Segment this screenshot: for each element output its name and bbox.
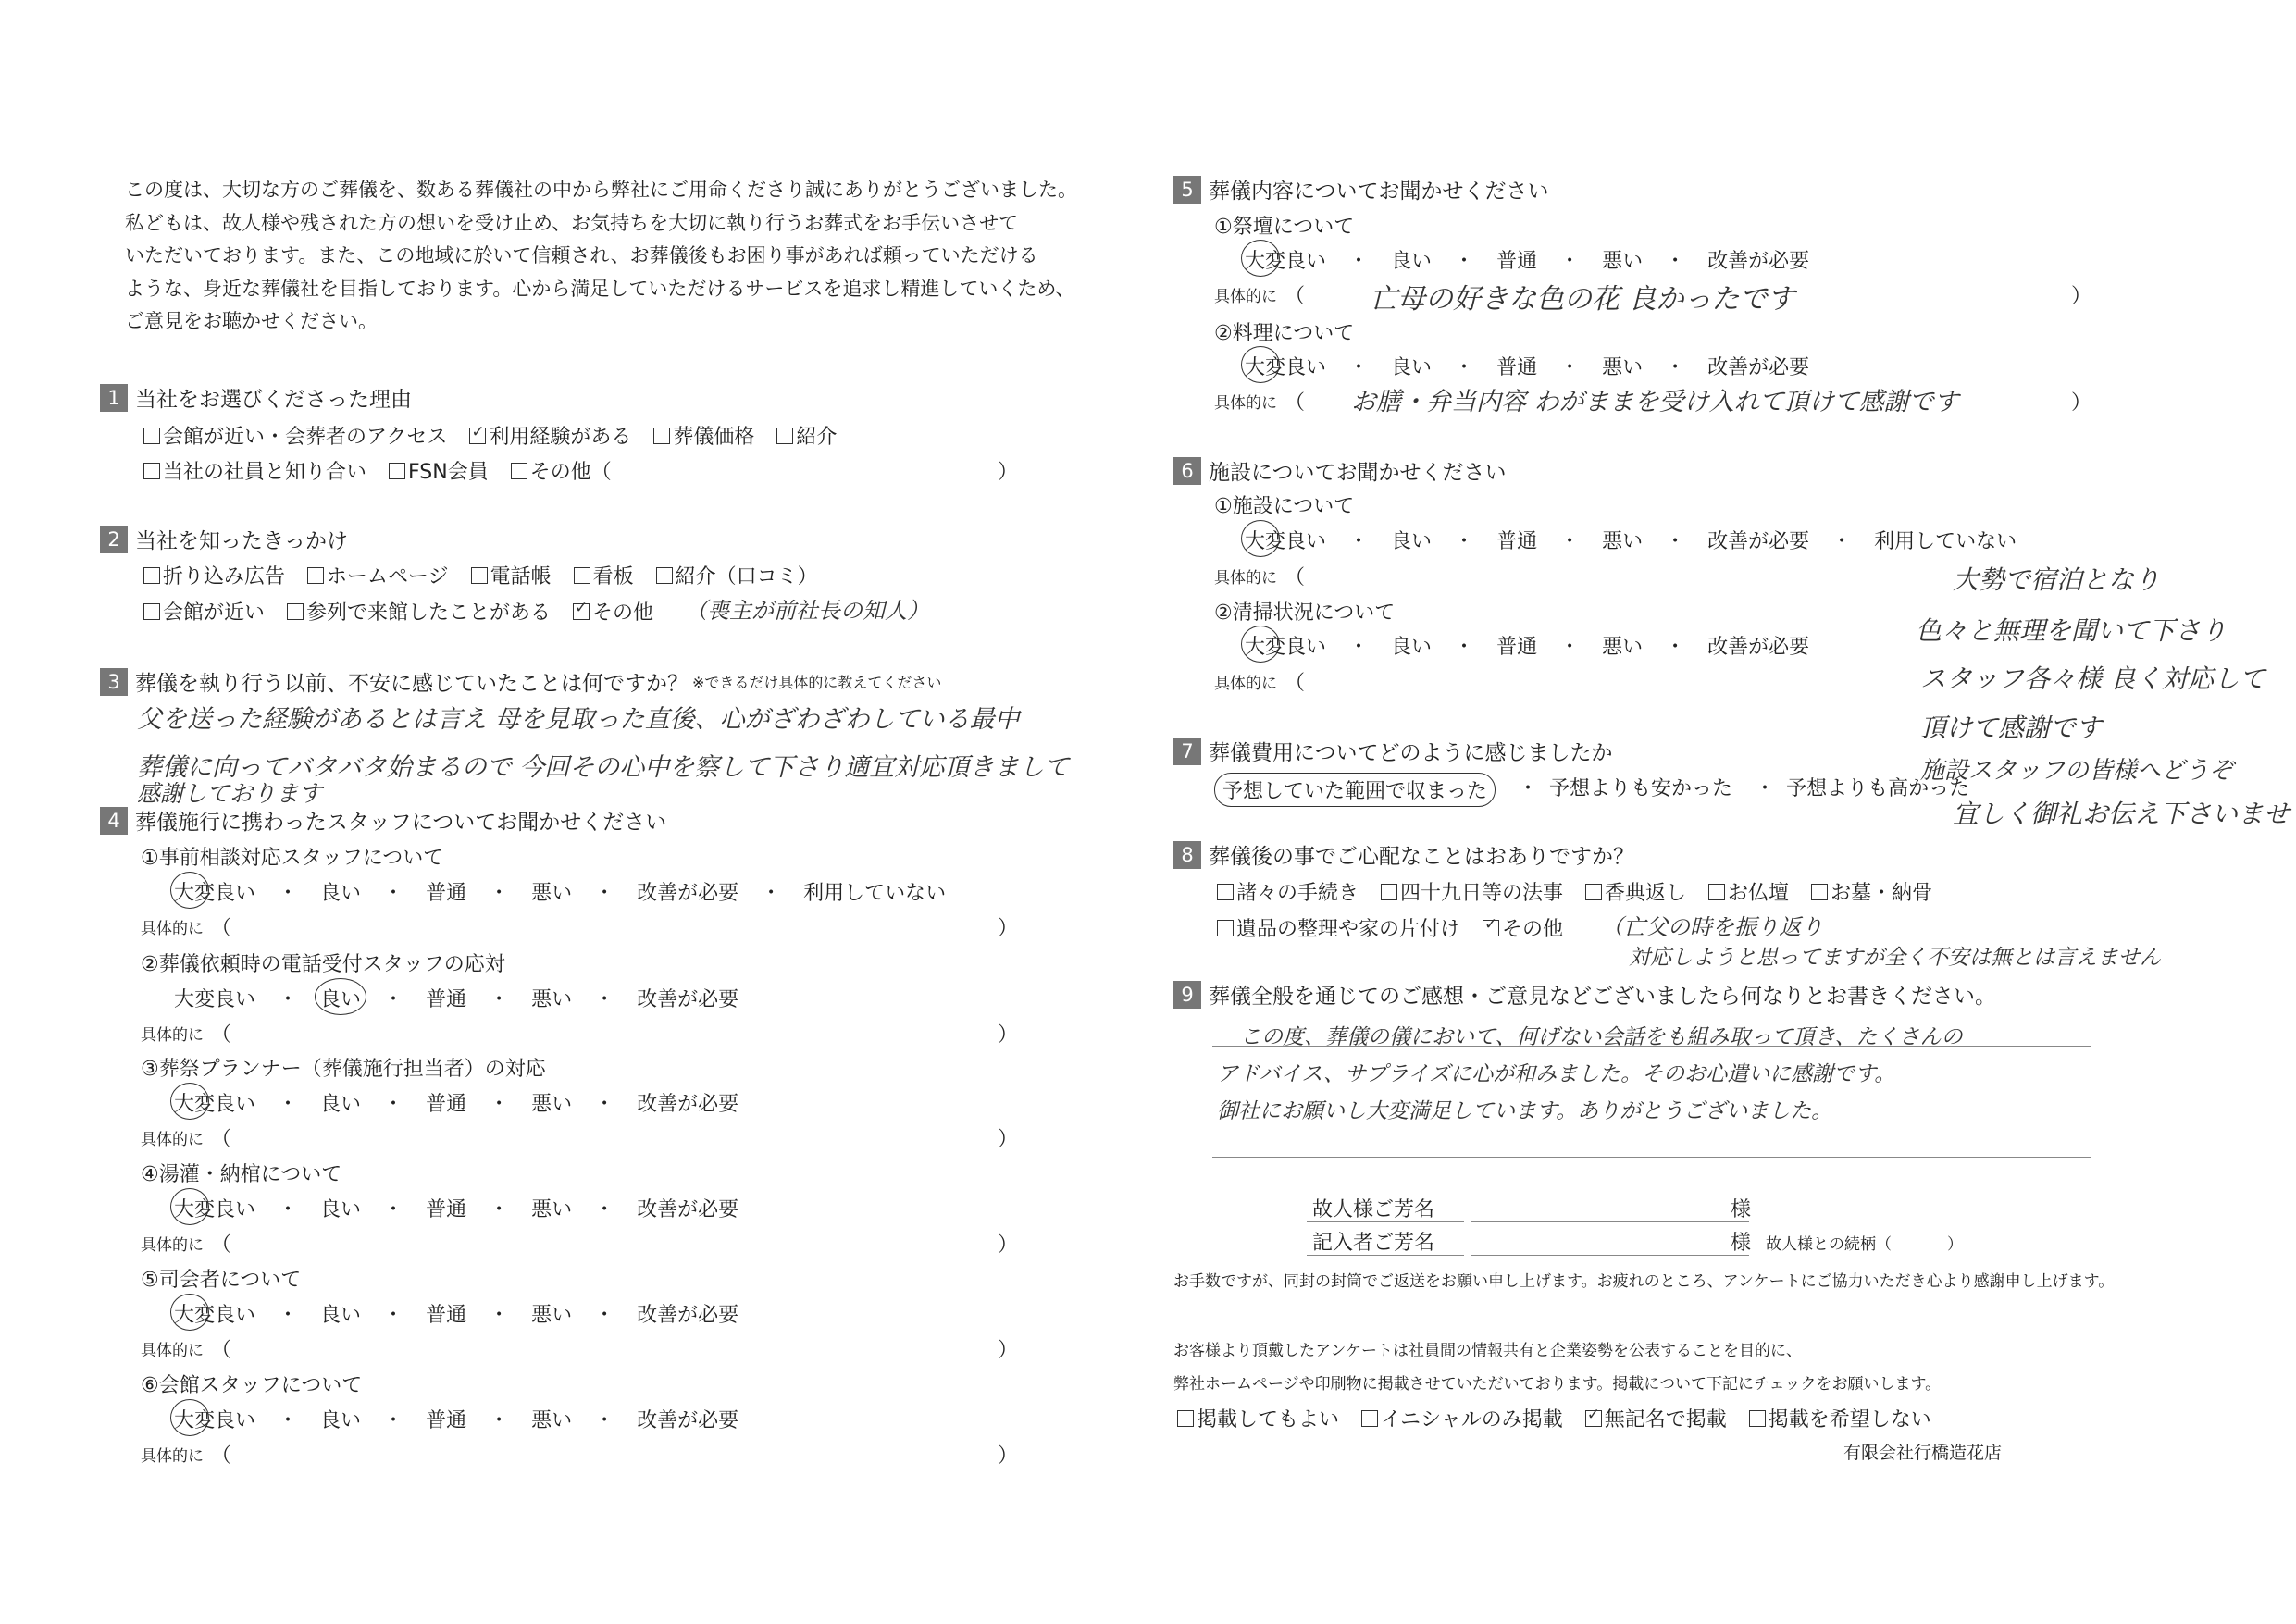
deceased-name-label: 故人様ご芳名 [1312,1198,1435,1221]
rating-option[interactable]: 大変良い [1245,245,1326,274]
rating-option[interactable]: 大変良い [1245,352,1326,380]
close-paren: ） [998,1128,1019,1151]
specific-row: 具体的に （ [1214,672,1306,695]
rating-row [174,1194,738,1222]
separator: ・ [278,1093,299,1116]
subquestion-title: ④湯灌・納棺について [141,1163,342,1186]
specific-label: 具体的に [141,1236,204,1255]
rating-option[interactable]: 普通 [426,1304,467,1327]
question-3-header [100,666,941,697]
close-paren: ） [2071,391,2092,415]
handwritten-answer: 宜しく御礼お伝え下さいませ [1953,799,2290,829]
publish-note: 弊社ホームページや印刷物に掲載させていただいております。掲載について下記にチェックをお願いします。 [1173,1375,1942,1394]
open-paren: （ [211,1339,232,1362]
close-paren: ） [998,1339,1019,1362]
separator: ・ [489,1409,510,1432]
rating-option[interactable]: 大変良い [174,1299,255,1328]
question-number: 9 [1173,981,1201,1009]
specific-row [141,1123,231,1152]
question-title: 当社をお選びくださった理由 [135,388,412,412]
q2-option[interactable]: 電話帳 [471,561,552,589]
handwritten-answer: （喪主が前社長の知人） [685,598,929,624]
handwritten-answer: 感謝しております [137,780,323,807]
q2-option[interactable]: 紹介（口コミ） [656,561,818,589]
question-5-header [1173,174,1549,205]
rating-option[interactable]: 良い [320,882,362,905]
company-name: 有限会社行橋造花店 [1843,1443,2003,1463]
intro-line: いただいております。また、この地域に於いて信頼され、お葬儀後もお困り事があれば頼っていただける [125,244,1038,267]
rating-option[interactable]: 大変良い [1245,631,1326,660]
q8-option[interactable]: お墓・納骨 [1811,877,1932,906]
separator: ・ [489,988,510,1011]
rating-option[interactable]: 大変良い [174,1088,255,1117]
q7-option[interactable]: 予想よりも高かった [1786,777,1970,800]
publish-option[interactable]: イニシャルのみ掲載 [1361,1404,1563,1432]
question-number: 7 [1173,738,1201,765]
question-number: 4 [100,807,128,835]
q8-option[interactable]: お仏壇 [1708,877,1789,906]
open-paren: （ [211,1233,232,1257]
separator: ・ [594,1093,615,1116]
q2-option[interactable]: 参列で来館したことがある [287,597,551,626]
writer-name-label: 記入者ご芳名 [1312,1232,1435,1255]
rating-option[interactable]: 普通 [426,988,467,1011]
handwritten-answer: 御社にお願いし大変満足しています。ありがとうございました。 [1217,1099,1833,1123]
specific-label: 具体的に [141,920,204,938]
specific-row: 具体的に （ [1214,391,1306,415]
rating-option[interactable]: 良い [320,1093,362,1116]
intro-line: この度は、大切な方のご葬儀を、数ある葬儀社の中から弊社にご用命くださり誠にありがとうございました。 [125,179,1077,201]
separator: ・ [594,1198,615,1221]
separator: ・ [383,1409,404,1432]
rating-option[interactable]: 普通 [426,1409,467,1432]
specific-label: 具体的に [141,1131,204,1149]
question-title: 葬儀費用についてどのように感じましたか [1209,741,1613,765]
rating-option[interactable]: 改善が必要 [1707,636,1810,659]
subquestion-title: ①事前相談対応スタッフについて [141,847,444,870]
separator: ・ [489,1304,510,1327]
rating-option[interactable]: 大変良い [1245,526,1326,554]
handwritten-answer: 色々と無理を聞いて下さり [1916,615,2228,646]
separator: ・ [594,1409,615,1432]
rating-row [174,877,946,906]
separator: ・ [383,988,404,1011]
publish-option[interactable]: 掲載を希望しない [1749,1404,1931,1432]
specific-label: 具体的に [141,1342,204,1360]
subquestion-title: ①施設について [1214,495,1355,518]
separator: ・ [383,1198,404,1221]
rating-option[interactable]: 大変良い [174,1405,255,1433]
question-number: 1 [100,384,128,412]
specific-row [141,1440,231,1469]
rating-option[interactable]: 良い [1391,636,1433,659]
question-8-header [1173,839,1634,870]
rating-row [174,1088,738,1117]
rating-option[interactable]: 利用していない [1874,530,2017,553]
rating-option[interactable]: 良い [320,1198,362,1221]
q1-option[interactable]: ✓ 利用経験がある [469,421,631,450]
rating-option[interactable]: 改善が必要 [1707,530,1810,553]
q2-options-row1 [143,561,840,589]
subquestion-title: ⑥会館スタッフについて [141,1374,363,1397]
rating-option[interactable]: 良い [1391,530,1433,553]
subquestion-title: ①祭壇について [1214,216,1355,239]
close-paren: ） [998,1444,1019,1468]
rating-row: 大変良い ・ 良い ・ 普通 ・ 悪い ・ 改善が必要 [1245,245,1809,274]
publish-options [1177,1404,1954,1432]
rating-row [174,1299,738,1328]
separator: ・ [278,1304,299,1327]
q8-option[interactable]: 遺品の整理や家の片付け [1217,913,1460,942]
handwritten-answer: 施設スタッフの皆様へどうぞ [1920,757,2234,785]
separator: ・ [761,882,782,905]
handwritten-answer: お膳・弁当内容 わがままを受け入れて頂けて感謝です [1351,388,1959,416]
intro-line: ような、身近な葬儀社を目指しております。心から満足していただけるサービスを追求し精進していくため、 [125,277,1075,300]
honorific: 様 [1731,1232,1752,1255]
q8-options-row1 [1217,877,1955,906]
rating-option[interactable]: 改善が必要 [1707,356,1810,379]
intro-line: 私どもは、故人様や残された方の想いを受け止め、お気持ちを大切に執り行うお葬式をお手伝いさせて [125,211,1019,234]
publish-option[interactable]: ✓ 無記名で掲載 [1585,1404,1727,1432]
q8-option[interactable]: 諸々の手続き [1217,877,1359,906]
open-paren: （ [211,1444,232,1468]
rating-option[interactable]: 悪い [531,1093,573,1116]
q1-option[interactable]: その他（ [511,456,612,485]
handwritten-answer: 葬儀に向ってバタバタ始まるので 今回その心中を察して下さり適宜対応頂きまして [137,753,1070,782]
open-paren: （ [211,1023,232,1047]
rating-option[interactable]: 改善が必要 [637,1198,739,1221]
q1-option[interactable]: 当社の社員と知り合い [143,456,366,485]
q2-option[interactable]: 看板 [574,561,634,589]
honorific: 様 [1731,1198,1752,1221]
rating-option[interactable]: 普通 [1496,530,1538,553]
close-paren: ） [2071,285,2092,308]
question-title: 葬儀後の事でご心配なことはおありですか？ [1209,845,1634,869]
subquestion-title: ③葬祭プランナー（葬儀施行担当者）の対応 [141,1058,546,1081]
q8-option[interactable]: 四十九日等の法事 [1381,877,1563,906]
rating-option[interactable]: 悪い [531,988,573,1011]
separator: ・ [489,882,510,905]
question-number: 8 [1173,841,1201,869]
question-number: 5 [1173,176,1201,204]
publish-note: お客様より頂戴したアンケートは社員間の情報共有と企業姿勢を公表することを目的に、 [1173,1342,1802,1360]
q1-option[interactable]: 紹介 [776,421,837,450]
q8-option[interactable]: ✓ その他 [1483,913,1563,942]
question-note: ※できるだけ具体的に教えてください [692,674,942,691]
separator: ・ [594,882,615,905]
rating-option[interactable]: 普通 [426,1093,467,1116]
open-paren: （ [211,1128,232,1151]
handwritten-answer: 大勢で宿泊となり [1953,564,2161,595]
rating-row [174,984,738,1012]
specific-label: 具体的に [141,1447,204,1466]
rating-option[interactable]: 悪い [531,1304,573,1327]
rating-option[interactable]: 良い [1391,356,1433,379]
specific-row: 具体的に （ [1214,566,1306,589]
signature-line[interactable] [1471,1255,1749,1256]
handwritten-answer: 頂けて感謝です [1920,713,2103,743]
question-title: 葬儀施行に携わったスタッフについてお聞かせください [135,811,667,835]
signature-line[interactable] [1471,1221,1749,1222]
question-number: 3 [100,668,128,696]
question-title: 施設についてお聞かせください [1209,461,1507,485]
handwritten-answer: （亡父の時を振り返り [1601,914,1823,940]
q2-option[interactable]: ✓ その他 [573,597,653,626]
question-number: 6 [1173,457,1201,485]
subquestion-title: ⑤司会者について [141,1269,302,1292]
separator: ・ [278,1198,299,1221]
specific-row [141,1229,231,1258]
rating-option[interactable]: 大変良い [174,988,256,1011]
question-7-header [1173,736,1613,766]
question-6-header [1173,455,1507,486]
rating-option[interactable]: 悪い [1602,636,1644,659]
handwritten-answer: この度、葬儀の儀において、何げない会話をも組み取って頂き、たくさんの [1240,1025,1963,1049]
rating-option[interactable]: 大変良い [174,877,255,906]
rating-option[interactable]: 改善が必要 [637,1093,739,1116]
specific-row [141,912,231,941]
question-number: 2 [100,526,128,553]
q1-option[interactable]: 葬儀価格 [653,421,754,450]
question-9-header [1173,979,1996,1010]
rating-option[interactable]: 改善が必要 [637,882,739,905]
rating-option[interactable]: 良い [1391,250,1433,273]
q2-option[interactable]: 折り込み広告 [143,561,285,589]
rating-option[interactable]: 大変良い [174,1194,255,1222]
rating-option[interactable]: 利用していない [803,882,947,905]
intro-text [125,174,1106,339]
question-title: 葬儀内容についてお聞かせください [1209,180,1549,204]
specific-row: 具体的に （ [1214,285,1306,308]
rating-option[interactable]: 改善が必要 [1707,250,1810,273]
rating-option[interactable]: 普通 [426,882,467,905]
q1-options-row2 [143,456,634,485]
close-paren: ） [998,917,1019,940]
specific-label: 具体的に [141,1026,204,1045]
subquestion-title: ②清掃状況について [1214,601,1396,625]
subquestion-title: ②料理について [1214,322,1355,345]
rating-option[interactable]: 改善が必要 [637,1304,739,1327]
rating-option[interactable]: 普通 [1496,250,1538,273]
rating-option[interactable]: 改善が必要 [637,988,739,1011]
rating-option[interactable]: 良い [320,1409,362,1432]
signature-line [1307,1255,1464,1256]
rating-row: 大変良い ・ 良い ・ 普通 ・ 悪い ・ 改善が必要 [1245,631,1809,660]
q8-options-row2 [1217,913,1563,942]
publish-option[interactable]: 掲載してもよい [1177,1404,1339,1432]
question-title: 当社を知ったきっかけ [135,529,348,553]
handwritten-answer: 亡母の好きな色の花 良かったです [1370,283,1795,316]
rating-option[interactable]: 普通 [426,1198,467,1221]
specific-row [141,1019,231,1048]
q7-options: 予想していた範囲で収まった ・ 予想よりも安かった ・ 予想よりも高かった [1214,773,1992,807]
question-title: 葬儀全般を通じてのご感想・ご意見などございましたら何なりとお書きください。 [1209,985,1996,1009]
close-paren: ） [998,1233,1019,1257]
separator: ・ [594,988,615,1011]
q1-option[interactable]: FSN会員 [389,456,489,485]
handwritten-answer: スタッフ各々様 良く対応して [1920,663,2265,694]
separator: ・ [489,1198,510,1221]
answer-line [1212,1157,2091,1158]
rating-option[interactable]: 良い [320,1304,362,1327]
q1-options-row1 [143,421,859,450]
separator: ・ [278,882,299,905]
relation-field[interactable]: 故人様との続柄（ ） [1766,1235,1963,1254]
separator: ・ [278,1409,299,1432]
q2-options-row2 [143,597,653,626]
rating-row: 大変良い ・ 良い ・ 普通 ・ 悪い ・ 改善が必要 ・ 利用していない [1245,526,2017,554]
intro-line: ご意見をお聴かせください。 [125,310,378,332]
rating-option[interactable]: 悪い [1602,530,1644,553]
question-title: 葬儀を執り行う以前、不安に感じていたことは何ですか？ [135,672,689,696]
rating-option[interactable]: 悪い [1602,250,1644,273]
open-paren: （ [211,917,232,940]
q8-option[interactable]: 香典返し [1585,877,1686,906]
q2-option[interactable]: 会館が近い [143,597,265,626]
rating-option[interactable]: 普通 [1496,356,1538,379]
separator: ・ [278,988,299,1011]
separator: ・ [383,1304,404,1327]
separator: ・ [594,1304,615,1327]
question-1-header [100,382,412,413]
rating-option[interactable]: 悪い [531,1409,573,1432]
rating-option[interactable]: 悪い [531,1198,573,1221]
subquestion-title: ②葬儀依頼時の電話受付スタッフの応対 [141,953,505,976]
separator: ・ [383,882,404,905]
close-paren: ） [998,1023,1019,1047]
separator: ・ [489,1093,510,1116]
close-paren: ） [998,461,1019,484]
q2-option[interactable]: ホームページ [307,561,449,589]
thanks-note: お手数ですが、同封の封筒でご返送をお願い申し上げます。お疲れのところ、アンケートにご協力いただき心より感謝申し上げます。 [1173,1272,2115,1291]
q7-option[interactable]: 予想よりも安かった [1549,777,1733,800]
handwritten-answer: アドバイス、サプライズに心が和みました。そのお心遣いに感謝です。 [1217,1062,1896,1086]
handwritten-answer: 対応しようと思ってますが全く不安は無とは言えません [1629,946,2161,970]
signature-line [1307,1221,1464,1222]
handwritten-answer: 父を送った経験があるとは言え 母を見取った直後、心がざわざわしている最中 [137,705,1020,734]
q1-option[interactable]: 会館が近い・会葬者のアクセス [143,421,447,450]
rating-row [174,1405,738,1433]
question-2-header [100,524,348,554]
specific-row [141,1334,231,1363]
rating-row: 大変良い ・ 良い ・ 普通 ・ 悪い ・ 改善が必要 [1245,352,1809,380]
q7-option[interactable]: 予想していた範囲で収まった [1214,773,1496,807]
separator: ・ [383,1093,404,1116]
rating-option[interactable]: 改善が必要 [637,1409,739,1432]
rating-option[interactable]: 良い [320,984,361,1012]
rating-option[interactable]: 普通 [1496,636,1538,659]
rating-option[interactable]: 悪い [1602,356,1644,379]
rating-option[interactable]: 悪い [531,882,573,905]
question-4-header [100,805,666,836]
